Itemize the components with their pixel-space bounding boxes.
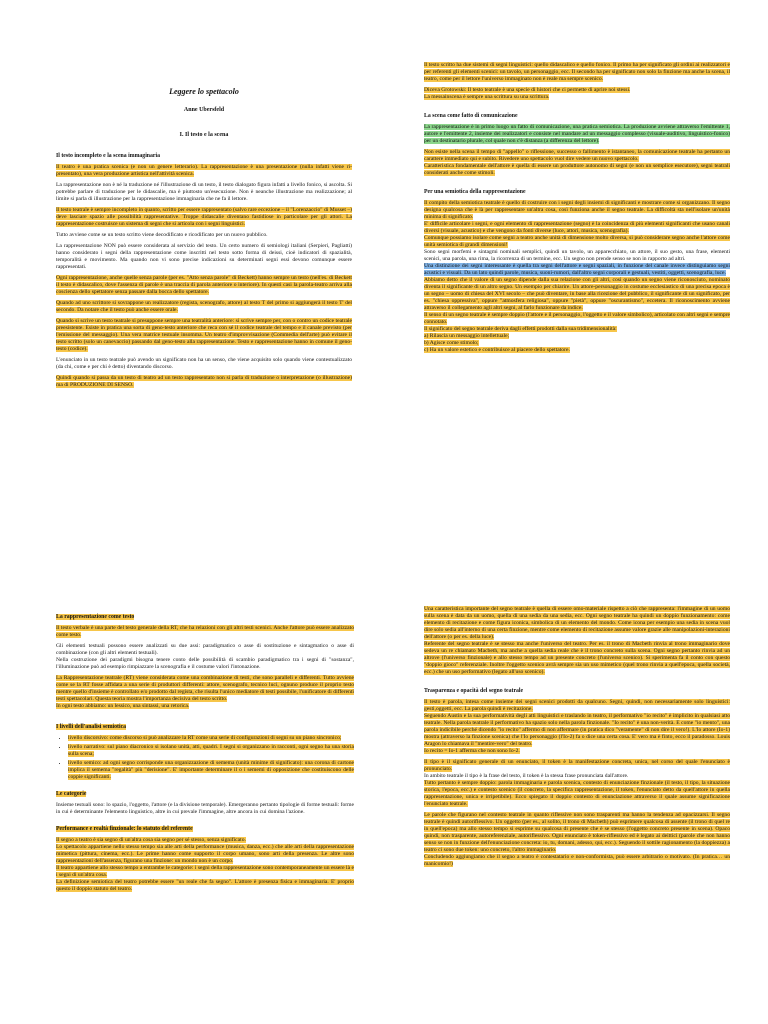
paragraph: La messainscena è sempre una scrittura su una scrittura. <box>424 94 550 100</box>
paragraph: Il senso di un segno teatrale è sempre doppio (l'attore e il personaggio, l'oggetto e il valore simbolico), articolato con altri segni e sempre connotato. <box>424 312 731 325</box>
paragraph: Quindi quando si passa da un testo di teatro ad un testo rappresentato non si parla di traduzione o interpretazione (o illustrazione) ma di PRODUZIONE DI SENSO. <box>56 375 352 388</box>
paragraph: La rappresentazione è in primo luogo un fatto di comunicazione, una pratica semiotica. La produzione avviene attraverso l'emittente 1, autore e l'emittente 2, insieme dei realizzatori e consiste nel mandare ad un messaggio complesso (visuale-auditivo, linguistico-fonico) per un destinatario plurale, col quale non c'è distanza (a differenza del lettore). <box>424 124 730 144</box>
paragraph: Abbiamo detto che il valore di un segno dipende dalla sua relazione con gli altri, così quando un segno viene riconosciuto, nominato diventa il significante di un altro segno. Un esempio per chiarire. Un attore-personaggio in costume ecclesiastico di una precisa epoca è un segno – uomo di chiesa del XVI secolo – che può diventare, in base alla ricezione del pubblico, il significante di un significato, per es. "chiesa oppressiva", oppure "atmosfera religiosa", oppure "pietà", oppure "oscurantismo", eccetera. Il riconoscimento avviene attraverso il collegamento agli altri segni, al farlo funzionare da indice. <box>424 277 730 311</box>
page-1-column <box>56 88 352 393</box>
paragraph: Lo spettacolo appartiene nello stesso tempo sia alle arti della performance (musica, danza, ecc.) che alle arti della rappresentazione mimetica (pittura, cinema, ecc.). Le prime hanno come supporto il corpo umano, sono arti della presenza. Le altre sono rappresentazioni dell'assenza, figurano una finzione: un mondo non è un corpo. <box>56 844 354 864</box>
paragraph: Il testo è parola, intesa come insieme dei segni scenici prodotti da qualcuno. Segni, quindi, non necessariamente solo linguistici: gesti,oggetti, ecc. La parola quindi è recitazione. <box>424 699 730 712</box>
paragraph: In ambito teatrale il tipo è la frase del testo, il token è la stessa frase pronunciata dall'attore. <box>424 773 629 779</box>
section-heading: I livelli dell'analisi semiotica <box>56 724 127 730</box>
paragraph: Il teatro appartiene allo stesso tempo a entrambe le categorie: i segni della rappresentazione sono contemporaneamente un essere là e i segni di un'altra cosa. <box>56 865 354 878</box>
paragraph: Non esiste nella scena il tempo di "appello" o riflessione, successo o fallimento è istantaneo, la comunicazione teatrale ha pertanto un carattere immediato qui e subito. Rivedere uno spettacolo vuol dire vedere un nuovo spettacolo. <box>424 149 730 162</box>
document-page-4 <box>384 512 768 1024</box>
document-author: Anne Ubersfeld <box>183 107 225 113</box>
paragraph: Il testo scritto ha due sistemi di segni linguistici: quello didascalico e quello fonico. Il primo ha per significato gli ordini ai realizzatori e per referenti gli elementi scenici: un tavolo, un personaggio, ecc. Il secondo ha per significato non solo la finzione ma anche la scena, il teatro, come per il lettore l'universo immaginato non è reale ma sempre scenico. <box>424 62 730 82</box>
list-item: • livello discorsivo: come discorso si può analizzare la RT come una serie di configurazioni di segni su un piano sincronico; <box>68 735 354 742</box>
document-page-2 <box>384 0 768 512</box>
page-4-column <box>424 606 730 872</box>
paragraph: Concludendo aggiungiamo che il segno a teatro è contestatario e non-conformista, può essere arbitrario o motivato. (In pratica… un manicomio!) <box>424 854 730 867</box>
page-3-column <box>56 614 354 897</box>
list-item: c) Ha un valore estetico e contribuisce al piacere dello spettatore. <box>424 347 570 353</box>
paragraph: Tutto pertanto è sempre doppio: parola immaginaria e parola scenica, contesto di enunciazione finzionale (il testo, il tipo, la situazione storica, l'epoca, ecc.) e contesto scenico (il concreto, la specifica rappresentazione, il token, l'enunciato detto da quell'attore in quella rappresentazione, unica e irripetibile). Ecco spiegato il doppio contesto di enunciazione attraverso il quale assume significazione l'enunciato teatrale. <box>424 780 730 807</box>
paragraph: Seguendo Austin e la sua performatività degli atti linguistici e traslando in teatro, il performativo "io recito" è implicito in qualsiasi atto teatrale. Nella parola teatrale il performativo ha spazio solo nella parola finzionale. "Io recito" è una non-verità. E come "io mento", una parola indicibile perché dicendo "io recito" affermo di non affermare (in pratica dico "veramente" di non dire il vero!). L'Io attore (Io-1) mostra (attraverso la finzione scenica) che l'Io personaggio (l'Io-2) fa o dice una certa cosa. E' vero ma è finto, ecco il paradosso. Louis Aragon lo chiamava il "mentire-vero" del teatro. <box>424 713 730 747</box>
paragraph: Quando si scrive un testo teatrale si presuppone sempre una teatralità anteriore: si scrive sempre per, con o contro un codice teatrale preesistente. Esiste in pratica una sorta di geno-testo anteriore che reca con sé il codice teatrale del tempo e il canale previsto (per l'emissione del messaggio). Una vera matrice testuale insomma. Un teatro d'improvvisazione (Commedia dell'arte) può evitare il testo scritto (solo un canevaccio) passando dal geno-testo alla rappresentazione. Testo e rappresentazione hanno in comune il geno-testo (codice). <box>56 318 352 352</box>
paragraph: Ogni rappresentazione, anche quelle senza parole (per es. "Atto senza parole" di Beckett) hanno sempre un testo (nell'es. di Beckett il testo è didascalico, dove l'assenza di parole è una traccia di parola anteriore o interiore). In questi casi la parola-teatro arriva alla coscienza dello spettatore senza passare dalla bocca dello spettatore. <box>56 275 352 295</box>
levels-list <box>56 735 354 781</box>
paragraph: Diceva Grotowski: Il testo teatrale è una specie di histori che ci permette di aprire noi stessi. <box>424 87 631 93</box>
section-heading: Per una semiotica della rappresentazione <box>424 189 526 195</box>
paragraph: Il segno a teatro è sia segno di un'altra cosa sia segno per sé stesso, senza significato. <box>56 837 246 843</box>
section-heading: Trasparenza e opacità del segno teatrale <box>424 688 524 694</box>
paragraph: Una caratteristica importante del segno teatrale è quella di essere omo-materiale rispetto a ciò che rappresenta: l'immagine di un uomo sulla scena è data da un uomo, quella di una sedia da una sedia, ecc. Ogni segno teatrale ha quindi un doppio funzionamento: come elemento di recitazione e come figura iconica, simbolica di un elemento del mondo. Come icona per esempio una sedia in scena vuol dire solo sedia all'interno di una certa finzione, mentre come elemento di recitazione assume valore grazie alle manipolazioni-interazioni dell'attore (o per es. della luce). <box>424 606 730 640</box>
chapter-heading: I. Il testo e la scena <box>179 132 229 138</box>
paragraph: Nella costruzione dei paradigmi bisogna tenere conto delle possibilità di scambio paradigmatico tra i segni di "sostanza", l'illuminazione può ad esempio rimpiazzare la scenografia e il costume valori l'intonazione. <box>56 657 354 670</box>
paragraph: Caratteristica fondamentale dell'attore è quella di essere un produttore autonomo di segni (e non un semplice esecutore), segni teatrali considerati anche come stimoli. <box>424 163 730 176</box>
list-item: • livello narrativo: sul piano diacronico si isolano unità, atti, quadri. I segni si organizzano in racconti, ogni segno ha una storia sulla scena; <box>68 744 354 758</box>
paragraph: La rappresentazione NON può essere considerata al servizio del testo. Un certo numero di semiologi italiani (Serpieri, Pagliatti) hanno considerato i segni della rappresentazione come inscritti nel testo sotto forma di deissi, cioè indicatori di spazialità, temporalità e movimento. Ma quando non vi sono precise indicazioni su determinati segni essi devono comunque essere rappresentati. <box>56 243 352 270</box>
section-heading: Il testo incompleto e la scena immaginaria <box>56 153 161 159</box>
list-item: b) Agisce come stimolo; <box>424 340 479 346</box>
paragraph: Il significato del segno teatrale deriva dagli effetti prodotti dalla sua tridimensionalità: <box>424 326 617 332</box>
section-heading: La scena come fatto di comunicazione <box>424 113 518 119</box>
paragraph: Insieme testuali sono: lo spazio, l'oggetto, l'attore (e la divisione temporale). Emergeranno pertanto tipologie di forme testuali: forme in cui è determinante l'elemento linguistico, altre in cui prevale l'immagine, altre ancora in cui domina l'azione. <box>56 802 354 815</box>
paragraph: L'enunciato in un testo teatrale può avendo un significato non ha un senso, che viene acquisito solo quando viene contestualizzato (da chi, come e per chi è detto) diventando discorso. <box>56 357 352 370</box>
paragraph: Gli elementi testuali possono essere analizzati su due assi: paradigmatico o asse di sostituzione e sintagmatico o asse di combinazione (con gli altri elementi testuali). <box>56 643 354 656</box>
paragraph: Sono segni morfemi e sintagmi nominali semplici, quindi un tavolo, un apparecchiato, un attore, il suo gesto, una frase, elementi scenici, una parola, una rima, la ricorrenza di un termine, ecc. Un segno non prende senso se non in rapporto ad altri. <box>424 249 730 262</box>
paragraph: La definizione semiotica del teatro potrebbe essere "un reale che fa segno". L'attore è presenza fisica e immaginaria. E' proprio questo il doppio statuto del teatro. <box>56 879 354 892</box>
document-page-3 <box>0 512 384 1024</box>
paragraph: La rappresentazione non è né la traduzione né l'illustrazione di un testo, il testo dialogato figura infatti a livello fonico, si ascolta. Si potrebbe parlare di traduzione per le didascalie, ma è piuttosto un'esecuzione. Non è neanche illustrazione ma realizzazione; al limite si parla di illustrazione per la rappresentazione immaginaria che ne fa il lettore. <box>56 182 352 202</box>
paragraph: Tutto avviene come se un testo scritto viene decodificato e ricodificato per un nuovo pubblico. <box>56 232 268 238</box>
paragraph: Comunque possiamo isolare come segni a teatro anche unità di dimensione molto diversa, si può considerare segno anche l'attore come unità semiotica di grandi dimensioni! <box>424 235 730 248</box>
paragraph: Io recito = Io-1 afferma che non sono Io-2. <box>424 748 520 754</box>
paragraph: Il testo teatrale è sempre incompleto in quanto, scritto per essere rappresentato (salvo rare eccezione – il "Lorenzaccio" di Musset –) deve lasciare spazio alle possibilità rappresentative. Troppe didascalie diventano fastidiose in particolare per gli attori. La rappresentazione costruisce un sistema di segni che si articola con i segni linguistici. <box>56 207 352 227</box>
paragraph: La Rappresentazione teatrale (RT) viene considerata come una combinazione di testi, che sono paralleli e differenti. Tutto avviene come se la RT fosse affidata a una serie di produttori differenti: attore, scenografo, tecnico luci, ognuno produce il proprio testo mentre quello d'insieme è controllato e/o prodotto dal regista, che risulta l'unico mediatore di testi possibile, l'unificatore di differenti testi spettacolari. Questa teoria mostra l'importanza decisiva del testo scritto. <box>56 675 354 702</box>
paragraph: Il tipo è il significato generale di un enunciato, il token è la manifestazione concreta, unica, nel corso del quale l'enunciato è pronunciato. <box>424 759 730 772</box>
paragraph: Referente del segno teatrale è se stesso ma anche l'universo del teatro. Per es. il trono di Macbeth rinvia al trono immaginario dove sedeva un re chiamato Macbeth, ma anche a quella sedia reale che è il trono concreto sulla scena. Ogni segno pertanto rinvia ad un altrove (l'universo finzionale) e allo stesso tempo ad un presente concreto (l'universo scenico). Si sperimenta fa il conto con questo "doppio gioco" referenziale. Inoltre l'oggetto scenico avrà sempre sia un uso mimetico (quel trono rinvia a quell'epoca, quella società, ecc.) che un uso performativo (legato all'uso scenico). <box>424 641 730 675</box>
list-item: a) Rilascia un messaggio intellettuale; <box>424 333 510 339</box>
document-page-1 <box>0 0 384 512</box>
paragraph: Il testo verbale è una parte del testo generale della RT, che ha relazioni con gli altri testi scenici. Anche l'attore può essere analizzato come testo. <box>56 625 354 638</box>
section-heading: Performance e realtà finzionale: lo statuto del referente <box>56 826 193 832</box>
section-heading: La rappresentazione come testo <box>56 614 135 620</box>
page-2-column <box>424 62 730 358</box>
paragraph: Il compito della semiotica teatrale è quello di costruire con i segni degli insiemi di significanti e mostrare come si organizzano. Il segno designa qualcosa che è là per rappresentare un'altra cosa, così funziona anche il segno teatrale. La difficoltà sta nell'isolare un'unità minima di significato. <box>424 200 730 220</box>
section-heading: Le categorie <box>56 791 87 797</box>
paragraph: E' difficile articolare i segni, e ogni elemento di rappresentazione (segno) è la coincidenza di più elementi significanti che usano canali diversi (visuale, acustico) e che vengono da fonti diverse (luce, attori, musica, scenografia). <box>424 221 730 234</box>
paragraph: In ogni testo abbiamo: un lessico, una sintassi, una retorica. <box>56 703 190 709</box>
paragraph: Quando ad uno scrittore si sovrappone un realizzatore (regista, scenografo, attore) al testo T del primo si aggiungerà il testo T' del secondo. Da notare che il testo può anche essere orale. <box>56 300 352 313</box>
list-item: • livello semico: ad ogni segno corrisponde una organizzazione di semema (unità minime di significato): una corona di cartone implica il semema "regalità" più "derisione". E' importante determinare il o i sememi di opposizione che costituiscono delle coppie significanti. <box>68 760 354 781</box>
paragraph: Una distinzione dei segni interessante è quella tra segni dell'attore e segni spaziali, in funzione del canale invece distinguiamo segni acustici e visuali. Da un lato quindi parole, musica, suoni-rumori, dall'altro segni corporali e gestuali, vestiti, oggetti, scenografia, luce. <box>424 263 730 276</box>
document-title: Leggere lo spettacolo <box>169 87 239 96</box>
paragraph: Le parole che figurano nel contesto teatrale in quanto riflessive non sono trasparenti ma hanno la tendenza ad opacizzarsi. Il segno teatrale è quindi autoriflessivo. Un oggetto (per es., al solito, il trono di Macbeth) può esprimere qualcosa di assente (il trono di quel re in quell'epoca) ma allo stesso tempo si esprime su qualcosa di presente che è se stesso (l'oggetto concreto presente in scena). Opaco quindi, non trasparente, autoreferenziale, autoriflessivo. Ogni enunciato è token-riflessivo ed è legato ai deittici (parole che non hanno senso se non in funzione dell'enunciazione concreta: io, tu, domani, adesso, qui, ecc.). Seguendo il sottile ragionamento (la doppiezza) a teatro ci sono due token: uno concreto, l'altro immaginario. <box>424 812 730 853</box>
paragraph: Il teatro è una pratica scenica (e non un genere letterario). La rappresentazione è una presentazione (nulla infatti viene ri-presentato), una vera produzione artistica nell'attività scenica. <box>56 164 352 177</box>
